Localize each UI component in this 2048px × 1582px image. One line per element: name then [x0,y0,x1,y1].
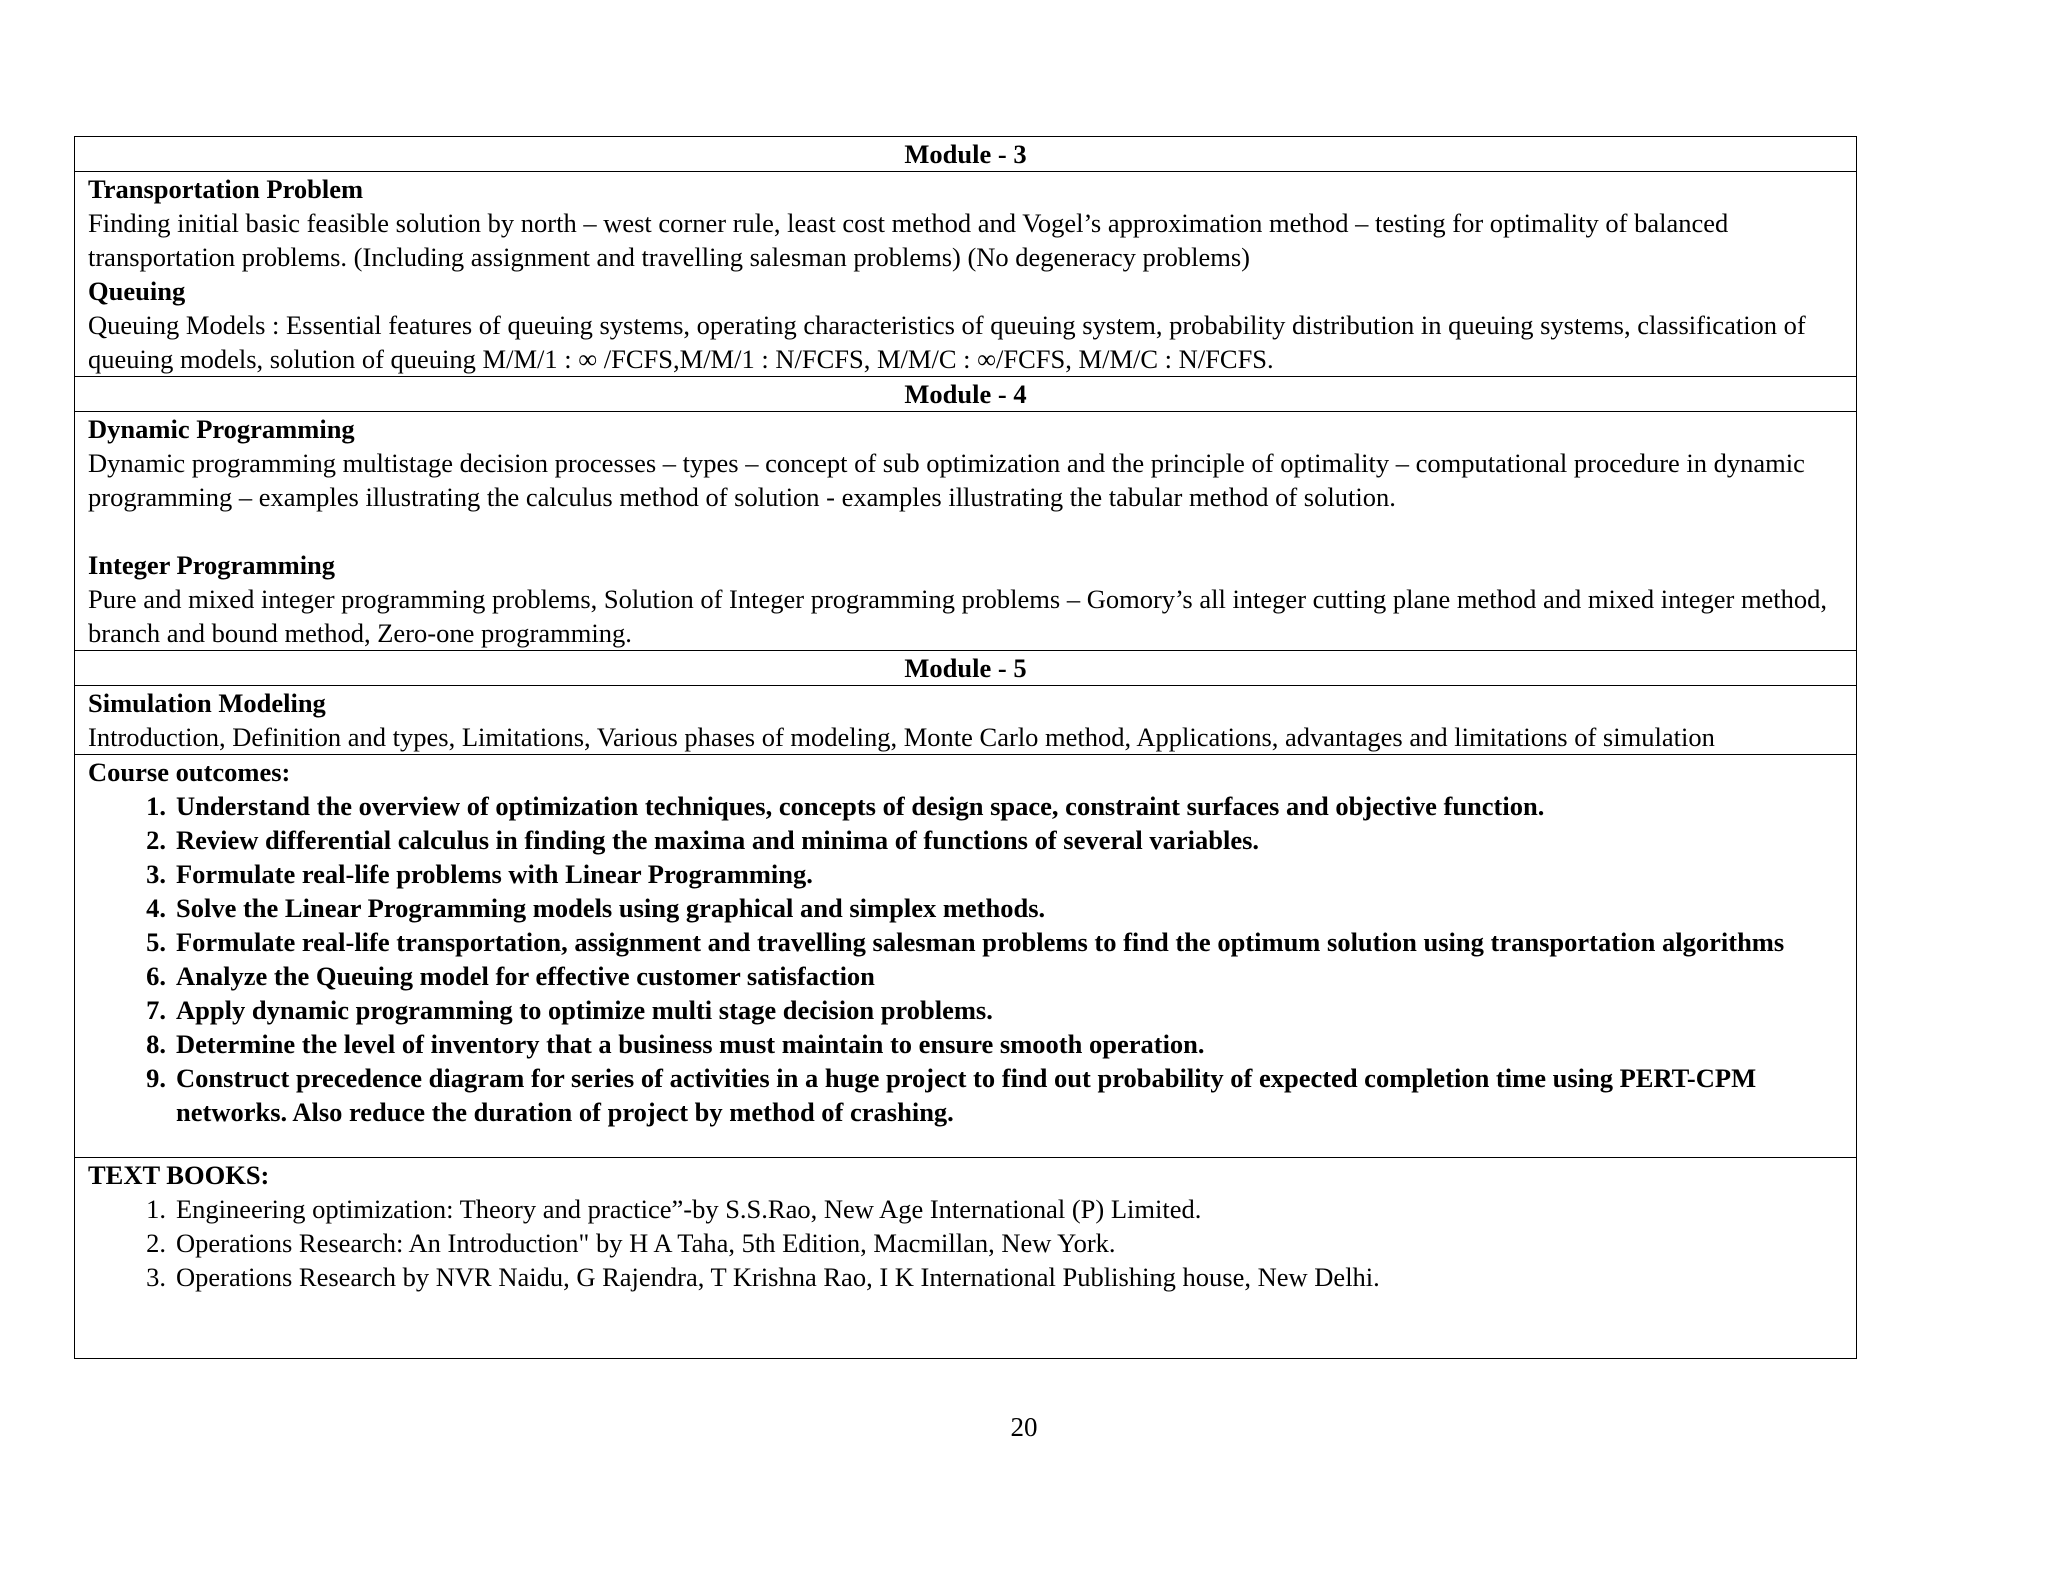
module-5-heading: Module - 5 [75,651,1857,686]
module-3-content [75,172,1857,377]
module-4-heading: Module - 4 [75,377,1857,412]
list-item [88,959,1843,993]
list-item-text: Review differential calculus in finding the maxima and minima of functions of several variables. [176,825,1260,855]
module-3-content-row [75,172,1857,377]
module-5-header-row [75,651,1857,686]
course-outcomes-section [75,755,1857,1158]
list-item [88,823,1843,857]
list-item-text: Formulate real-life transportation, assignment and travelling salesman problems to find the optimum solution using transportation algorithms [176,927,1785,957]
list-item-text: Formulate real-life problems with Linear Programming. [176,859,813,889]
simulation-modeling-title: Simulation Modeling [88,688,326,718]
list-number: 6. [146,961,166,991]
module-4-header-row [75,377,1857,412]
list-item-text: Analyze the Queuing model for effective customer satisfaction [176,961,875,991]
list-number: 1. [146,1194,166,1224]
text-books-title: TEXT BOOKS: [88,1160,270,1190]
course-outcomes-title: Course outcomes: [88,757,291,787]
list-item-text: Engineering optimization: Theory and practice”-by S.S.Rao, New Age International (P) Limited. [176,1194,1202,1224]
list-number: 1. [146,791,166,821]
list-item-text: Understand the overview of optimization techniques, concepts of design space, constraint surfaces and objective function. [176,791,1545,821]
page-number: 20 [1010,1412,1038,1442]
list-item [88,1260,1843,1294]
text-books-row [75,1158,1857,1359]
list-item-text: Solve the Linear Programming models using graphical and simplex methods. [176,893,1046,923]
module-3-header-row [75,137,1857,172]
list-number: 2. [146,825,166,855]
list-number: 3. [146,859,166,889]
list-number: 4. [146,893,166,923]
queuing-title: Queuing [88,276,186,306]
module-4-content-row [75,412,1857,651]
text-books-section [75,1158,1857,1359]
list-item [88,1027,1843,1061]
integer-programming-text: Pure and mixed integer programming problems, Solution of Integer programming problems – Gomory’s all integer cutting plane method and mixed integer method, branch and bound method, Zero-one programming. [88,584,1828,648]
transportation-problem-title: Transportation Problem [88,174,364,204]
list-item [88,1061,1843,1129]
list-number: 5. [146,927,166,957]
paragraph-spacer [88,514,1843,548]
queuing-text: Queuing Models : Essential features of queuing systems, operating characteristics of queuing system, probability distribution in queuing systems, classification of queuing models, solution of queuing M/M/1 : ∞ /FCFS,M/M/1 : N/FCFS, M/M/C : ∞/FCFS, M/M/C : N/FCFS. [88,310,1806,374]
list-item-text: Determine the level of inventory that a business must maintain to ensure smooth operation. [176,1029,1205,1059]
syllabus-table [74,136,1857,1359]
transportation-problem-text: Finding initial basic feasible solution by north – west corner rule, least cost method and Vogel’s approximation method – testing for optimality of balanced transportation problems. (Including assignment and travelling salesman problems) (No degeneracy problems) [88,208,1729,272]
list-number: 8. [146,1029,166,1059]
course-outcomes-list [88,789,1843,1129]
list-item [88,925,1843,959]
course-outcomes-row [75,755,1857,1158]
dynamic-programming-text: Dynamic programming multistage decision processes – types – concept of sub optimization and the principle of optimality – computational procedure in dynamic programming – examples illustrating the calculus method of solution - examples illustrating the tabular method of solution. [88,448,1805,512]
list-number: 3. [146,1262,166,1292]
dynamic-programming-title: Dynamic Programming [88,414,355,444]
list-number: 2. [146,1228,166,1258]
list-item-text: Apply dynamic programming to optimize multi stage decision problems. [176,995,993,1025]
text-books-list [88,1192,1843,1294]
list-item-text: Operations Research by NVR Naidu, G Rajendra, T Krishna Rao, I K International Publishing house, New Delhi. [176,1262,1380,1292]
simulation-modeling-text: Introduction, Definition and types, Limitations, Various phases of modeling, Monte Carlo method, Applications, advantages and limitations of simulation [88,722,1715,752]
list-item [88,891,1843,925]
list-item [88,1226,1843,1260]
list-item-text: Construct precedence diagram for series of activities in a huge project to find out probability of expected completion time using PERT-CPM networks. Also reduce the duration of project by method of crashing. [176,1063,1757,1127]
list-item [88,1192,1843,1226]
module-3-heading: Module - 3 [75,137,1857,172]
integer-programming-title: Integer Programming [88,550,336,580]
module-4-content [75,412,1857,651]
module-5-content [75,686,1857,755]
list-item [88,993,1843,1027]
list-item [88,857,1843,891]
list-item [88,789,1843,823]
module-5-content-row [75,686,1857,755]
list-number: 7. [146,995,166,1025]
list-item-text: Operations Research: An Introduction" by H A Taha, 5th Edition, Macmillan, New York. [176,1228,1116,1258]
list-number: 9. [146,1063,166,1093]
